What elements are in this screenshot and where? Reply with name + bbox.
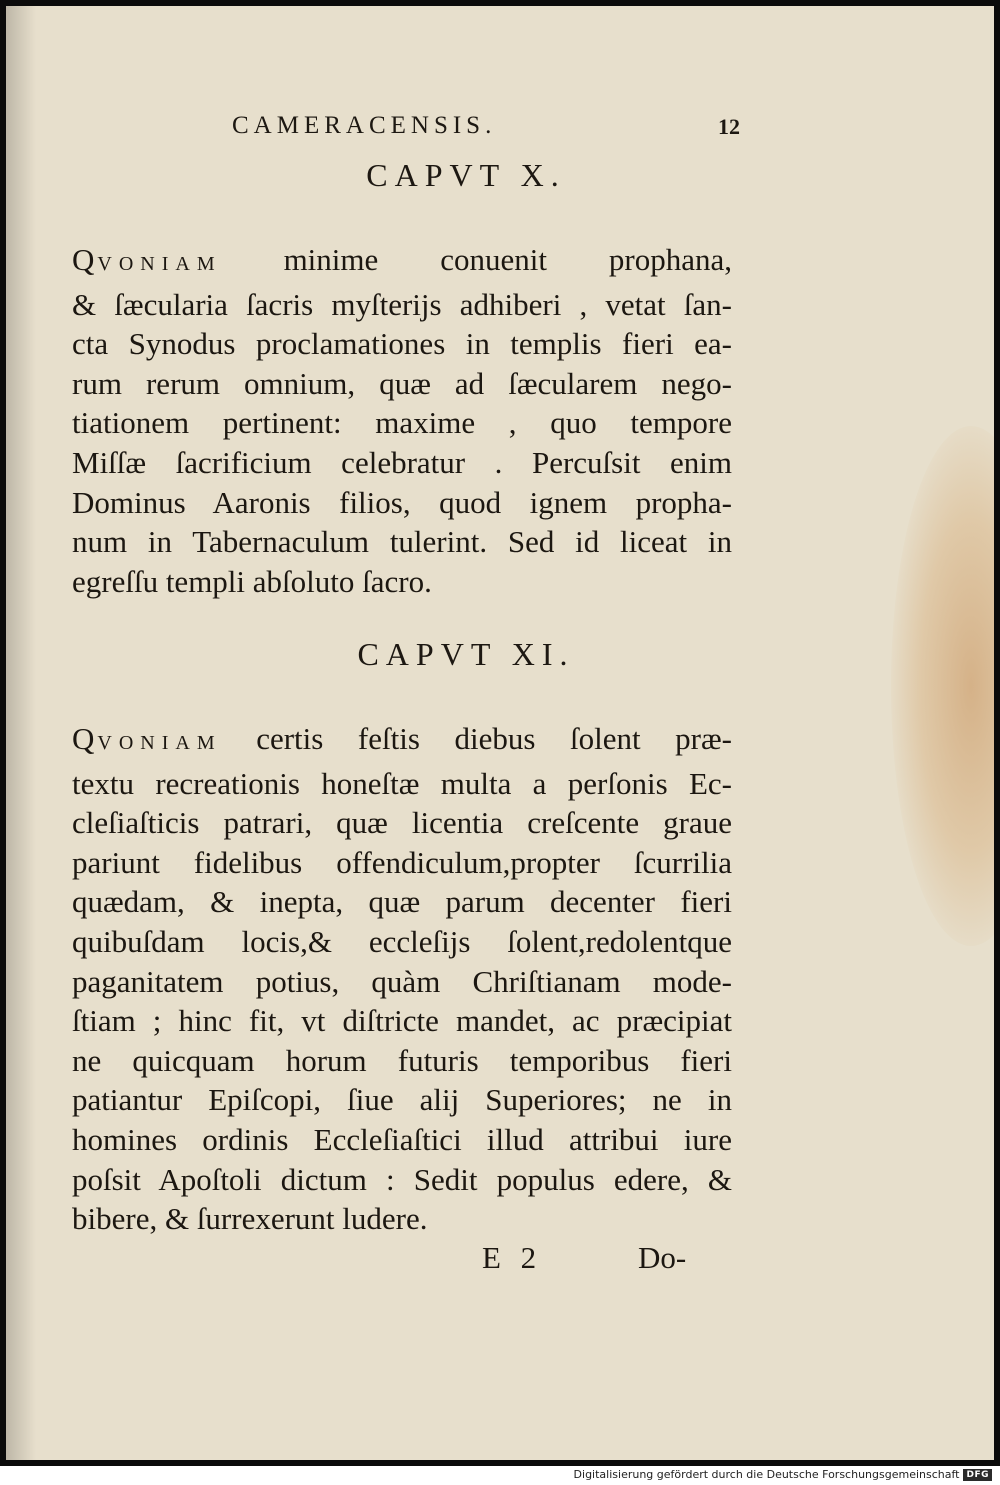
chapter-x-text — [72, 240, 732, 601]
text-line: pariunt fidelibus offendiculum,propter ſcurrilia — [72, 844, 732, 880]
text-line: QVONIAM minime conuenit prophana, — [72, 242, 733, 277]
text-line: tiationem pertinent: maxime , quo tempore — [72, 405, 732, 441]
text-line: Dominus Aaronis filios, quod ignem propha- — [72, 484, 732, 520]
water-stain — [891, 426, 994, 946]
credit-text: Digitalisierung gefördert durch die Deutsche Forschungsgemeinschaft — [573, 1468, 960, 1481]
chapter-title-x: CAPVT X. — [366, 157, 566, 193]
text-line: QVONIAM certis feſtis diebus ſolent præ- — [72, 721, 733, 756]
chapter-title-xi: CAPVT XI. — [357, 636, 575, 672]
catchword: Do- — [638, 1240, 687, 1275]
digitization-credit — [574, 1468, 992, 1481]
text-line: cta Synodus proclamationes in templis fieri ea- — [72, 326, 732, 362]
initial: QVONIAM — [72, 242, 222, 277]
book-page — [6, 6, 994, 1460]
text-line: poſsit Apoſtoli dictum : Sedit populus edere, & — [72, 1161, 732, 1197]
page-number: 12 — [718, 114, 740, 139]
dfg-logo: DFG — [963, 1469, 992, 1481]
text-line: egreſſu templi abſoluto ſacro. — [72, 563, 432, 599]
chapter-xi-text — [72, 719, 732, 1239]
text-line: Miſſæ ſacrificium celebratur . Percuſsit enim — [72, 444, 732, 480]
text-line: quibuſdam locis,& eccleſijs ſolent,redolentque — [72, 923, 732, 959]
text-line: homines ordinis Eccleſiaſtici illud attribui iure — [72, 1121, 732, 1157]
text-line: ne quicquam horum futuris temporibus fieri — [72, 1042, 732, 1078]
text-line: patiantur Epiſcopi, ſiue alij Superiores; ne in — [72, 1082, 732, 1118]
text-line: bibere, & ſurrexerunt ludere. — [72, 1201, 428, 1237]
text-line: num in Tabernaculum tulerint. Sed id liceat in — [72, 524, 732, 560]
text-line: cleſiaſticis patrari, quæ licentia creſcente graue — [72, 805, 732, 841]
text-line: rum rerum omnium, quæ ad ſæcularem nego- — [72, 365, 732, 401]
gutter-shadow — [6, 6, 36, 1460]
running-head: CAMERACENSIS. — [232, 112, 497, 139]
initial: QVONIAM — [72, 721, 222, 756]
text-line: quædam, & inepta, quæ parum decenter fieri — [72, 884, 732, 920]
text-line: & ſæcularia ſacris myſterijs adhiberi , vetat ſan- — [72, 286, 732, 322]
signature-mark: E 2 — [482, 1240, 543, 1275]
text-line: ſtiam ; hinc fit, vt diſtricte mandet, ac præcipiat — [72, 1003, 732, 1039]
text-line: paganitatem potius, quàm Chriſtianam mode- — [72, 963, 732, 999]
text-line: textu recreationis honeſtæ multa a perſonis Ec- — [72, 765, 732, 801]
